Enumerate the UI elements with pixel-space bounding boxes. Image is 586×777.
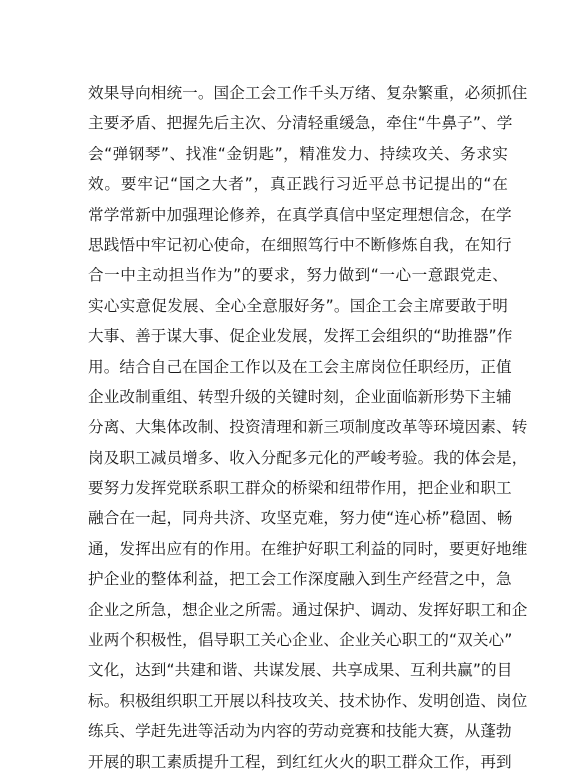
text-line: 实心实意促发展、全心全意服好务”。国企工会主席要敢于明 xyxy=(88,296,508,315)
text-line: 文化，达到“共建和谐、共谋发展、共享成果、互利共赢”的目 xyxy=(88,661,513,680)
text-line: 护企业的整体利益，把工会工作深度融入到生产经营之中，急 xyxy=(88,570,512,589)
text-line: 要努力发挥党联系职工群众的桥梁和纽带作用，把企业和职工 xyxy=(88,479,512,498)
text-line: 业两个积极性，倡导职工关心企业、企业关心职工的“双关心” xyxy=(88,631,513,650)
text-line: 主要矛盾、把握先后主次、分清轻重缓急，牵住“牛鼻子”、学 xyxy=(88,114,513,133)
body-paragraph xyxy=(88,78,528,777)
text-line: 岗及职工减员增多、收入分配多元化的严峻考验。我的体会是， xyxy=(88,448,528,467)
text-line: 效。要牢记“国之大者”，真正践行习近平总书记提出的“在 xyxy=(88,175,508,194)
text-line: 企业改制重组、转型升级的关键时刻，企业面临新形势下主辅 xyxy=(88,387,512,406)
text-line: 合一中主动担当作为”的要求，努力做到“一心一意跟党走、 xyxy=(88,266,508,285)
text-line: 融合在一起，同舟共济、攻坚克难，努力使“连心桥”稳固、畅 xyxy=(88,509,513,528)
text-line: 思践悟中牢记初心使命，在细照笃行中不断修炼自我，在知行 xyxy=(88,235,512,254)
text-line: 用。结合自己在国企工作以及在工会主席岗位任职经历，正值 xyxy=(88,357,512,376)
text-line: 通，发挥出应有的作用。在维护好职工利益的同时，要更好地维 xyxy=(88,539,528,558)
text-line: 练兵、学赶先进等活动为内容的劳动竞赛和技能大赛，从蓬勃 xyxy=(88,722,512,741)
text-line: 标。积极组织职工开展以科技攻关、技术协作、发明创造、岗位 xyxy=(88,691,528,710)
text-line: 效果导向相统一。国企工会工作千头万绪、复杂繁重，必须抓住 xyxy=(88,84,528,102)
text-line: 开展的职工素质提升工程，到红红火火的职工群众工作，再到 xyxy=(88,752,512,771)
text-line: 会“弹钢琴”、找准“金钥匙”，精准发力、持续攻关、务求实 xyxy=(88,144,508,163)
text-line: 常学常新中加强理论修养，在真学真信中坚定理想信念，在学 xyxy=(88,205,512,224)
text-line: 分离、大集体改制、投资清理和新三项制度改革等环境因素、转 xyxy=(88,418,528,437)
text-line: 大事、善于谋大事、促企业发展，发挥工会组织的“助推器”作 xyxy=(88,327,513,346)
text-line: 企业之所急，想企业之所需。通过保护、调动、发挥好职工和企 xyxy=(88,600,528,619)
